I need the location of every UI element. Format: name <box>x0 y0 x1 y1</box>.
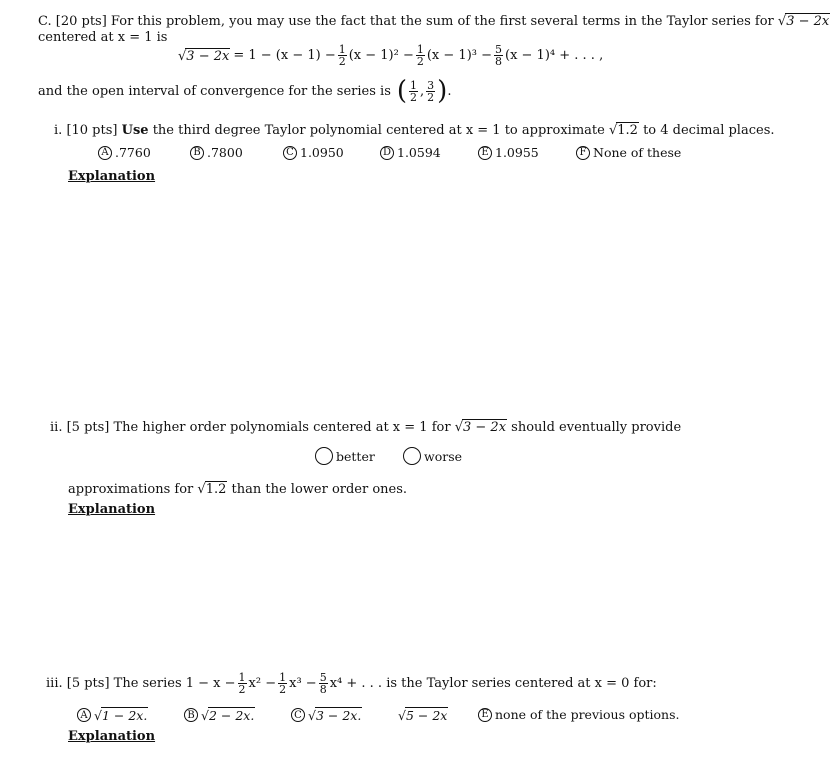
problem-intro: [20 pts] For this problem, you may use the fact that the sum of the first several terms in the Taylor series for <box>55 14 774 29</box>
choice-d[interactable]: D 1.0594 <box>380 145 441 160</box>
choice-e-bubble[interactable]: E <box>478 146 492 160</box>
iii-choice-e[interactable]: E none of the previous options. <box>478 707 679 722</box>
iii-choice-c[interactable]: C √3 − 2x. <box>291 707 362 723</box>
choice-a-bubble[interactable]: A <box>98 146 112 160</box>
choice-c-bubble[interactable]: C <box>283 146 297 160</box>
part-iii-question: iii. [5 pts] The series 1 − x − $\frac{1}{2}$ x² − $\frac{1}{2}$ x³ − $\frac{5}{8}$ x⁴ + . . . is the Taylor series centered at x = 0 for: <box>46 671 657 696</box>
choice-f-bubble[interactable]: F <box>576 146 590 160</box>
part-ii-line2: approximations for √1.2 than the lower order ones. <box>68 482 408 497</box>
iii-choice-a-bubble[interactable]: A <box>77 708 91 722</box>
iii-choice-d[interactable]: √5 − 2x <box>398 708 448 723</box>
option-better[interactable]: better <box>315 447 375 465</box>
series-equation: √3 − 2x = 1 − (x − 1) − $\frac{1}{2}$ (x − 1)² − $\frac{1}{2}$ (x − 1)³ − $\frac{5}{8}$ (x − 1)⁴ + . . . , <box>178 43 604 68</box>
part-ii-question: ii. [5 pts] The higher order polynomials centered at x = 1 for √3 − 2x should eventually provide <box>50 420 682 435</box>
choice-a[interactable]: A .7760 <box>98 145 151 160</box>
option-better-bubble[interactable] <box>315 447 333 465</box>
choice-e[interactable]: E 1.0955 <box>478 145 539 160</box>
part-i-explanation-link[interactable]: Explanation <box>68 169 156 184</box>
part-ii-explanation-link[interactable]: Explanation <box>68 502 156 517</box>
option-worse-bubble[interactable] <box>403 447 421 465</box>
choice-f[interactable]: F None of these <box>576 145 681 160</box>
part-iii-explanation-link[interactable]: Explanation <box>68 729 156 744</box>
choice-b-bubble[interactable]: B <box>190 146 204 160</box>
sqrt-expression: √3 − 2x <box>777 14 830 29</box>
part-i-question: i. [10 pts] Use the third degree Taylor polynomial centered at x = 1 to approximate √1.2 to 4 decimal places. <box>54 123 775 138</box>
interval-of-convergence: and the open interval of convergence for the series is ( $\frac{1}{2}$ , $\frac{3}{2}$ ) . <box>38 76 452 106</box>
iii-choice-e-bubble[interactable]: E <box>478 708 492 722</box>
choice-b[interactable]: B .7800 <box>190 145 243 160</box>
iii-choice-b-bubble[interactable]: B <box>184 708 198 722</box>
iii-choice-b[interactable]: B √2 − 2x. <box>184 707 255 723</box>
choice-d-bubble[interactable]: D <box>380 146 394 160</box>
choice-c[interactable]: C 1.0950 <box>283 145 344 160</box>
problem-header <box>38 13 830 29</box>
problem-label: C. <box>38 14 52 29</box>
problem-intro-line2: centered at x = 1 is <box>38 30 168 45</box>
option-worse[interactable]: worse <box>403 447 462 465</box>
iii-choice-c-bubble[interactable]: C <box>291 708 305 722</box>
iii-choice-a[interactable]: A √1 − 2x. <box>77 707 148 723</box>
